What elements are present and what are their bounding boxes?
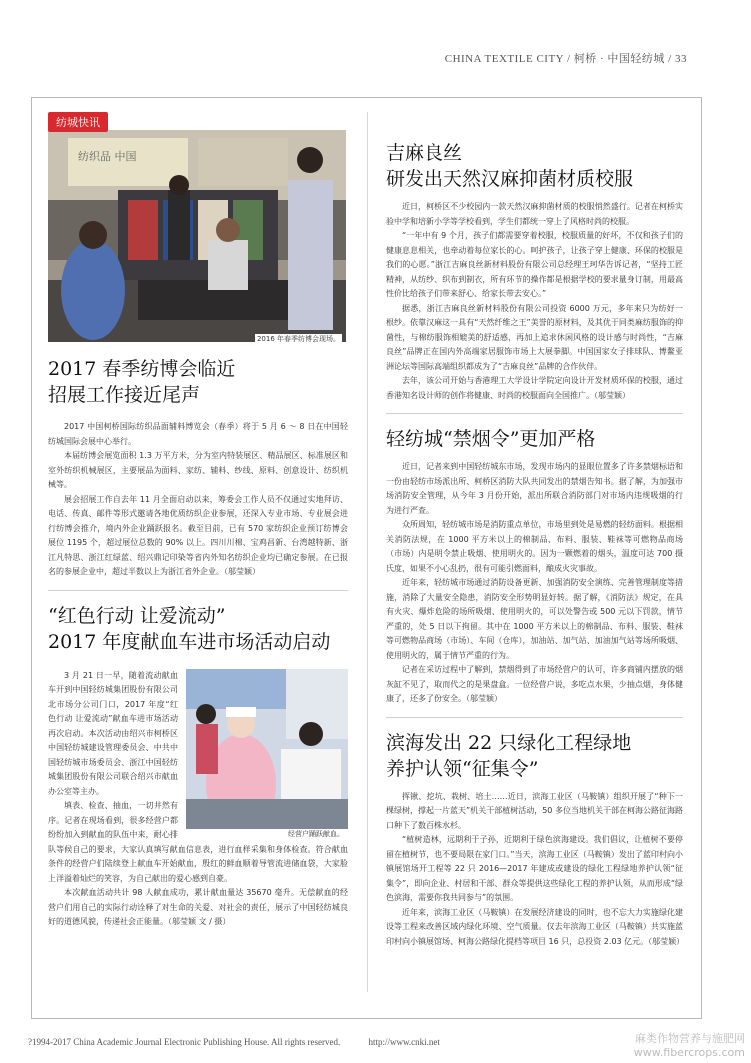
article4-paragraph: 记者在采访过程中了解到，禁烟得到了市场经营户的认可，许多商铺内摆放的烟灰缸不见了，取而代之的是果盘盒。一位经营户说，多吃点水果，少抽点烟，身体健康了，还多了份安全。（邬莹颖） [386, 665, 683, 703]
section-divider [48, 590, 348, 591]
article1-paragraph: 本届纺博会展览面积 1.3 万平方米，分为室内特装展区、精品展区、标准展区和室外纺织机械展区，主要展品为面料、家纺、辅料、纱线、原料、创意设计、纺织机械等。 [48, 451, 348, 489]
watermark-line2: www.fibercrops.com [633, 1046, 745, 1059]
expo-photo-caption: 2016 年春季纺博会现场。 [256, 335, 340, 342]
blood-donation-caption: 经营户踊跃献血。 [288, 829, 344, 838]
article1-title-line2: 招展工作接近尾声 [48, 384, 201, 406]
blood-donation-photo [186, 669, 348, 839]
article1-title-line1: 2017 春季纺博会临近 [48, 358, 236, 380]
page-header: CHINA TEXTILE CITY / 柯桥 · 中国轻纺城 / 33 [444, 53, 687, 65]
article2-title-line2: 2017 年度献血车进市场活动启动 [48, 630, 331, 653]
article4-paragraph: 近日，记者来到中国轻纺城东市场，发现市场内的显眼位置多了许多禁烟标语和一份由轻纺市场派出所、柯桥区消防大队共同发出的禁烟告知书。据了解，为加强市场消防安全管理，从今年 3 月份开始，派出所联合消防部门对市场内违规吸烟的行为进行严查。 [386, 462, 683, 515]
article3-paragraph: 近日，柯桥区不少校园内一款天然汉麻抑菌材质的校服悄然盛行。记者在柯桥实验中学和培新小学等学校看到，学生们都统一穿上了风格时尚的校服。 [386, 202, 683, 226]
article2-paragraph: 填表、检查、抽血，一切井然有序。记者在现场看到，很多经营户都纷纷加入到献血的队伍中来，耐心排队等候自己的要求，大家认真填写献血信息表，进行血样采集和身体检查。符合献血条件的经营户们陆续登上献血车开始献血，殷红的鲜血顺着导管流进储血袋，大家脸上洋溢着灿烂的笑容，为自己献出的爱心感到自豪。 [48, 801, 348, 883]
section-divider [386, 717, 683, 718]
article2-title-line1: “红色行动 让爱流动” [48, 604, 226, 627]
article3-paragraph: 据悉，浙江吉麻良丝新材料股份有限公司投资 6000 万元，多年来只为纺好一根纱。依靠汉麻这一具有“天然纤维之王”美誉的原材料，及其优于同类麻纺服饰的抑菌性，与棉纺服饰相媲美的舒适感，再加上追求休闲风格的设计感与时尚性，“吉麻良丝”品牌正在国内外高端家居服饰市场上大展拳脚。中国国家女子排球队、博鳌亚洲论坛等国际高端组织都成为了“吉麻良丝”品牌的合作伙伴。 [386, 303, 683, 371]
article1-paragraph: 展会招展工作自去年 11 月全面启动以来，筹委会工作人员不仅通过实地拜访、电话、传真、邮件等形式邀请各地优质纺织企业参展，还深入专业市场、专业展会进行纺博会推介，境内外企业踊跃报名。截至目前，已有 570 家纺织企业预订纺博会展位 1195 个，超过展位总数的 90% 以上。四川川棉、宝鸡昌新、台湾越特新、浙江凡特思、浙江红绿蓝、绍兴鼎记印染等省内外知名纺织企业均已确定参展。在已报名的参展企业中，超过半数以上为浙江省外企业。（邬莹颖） [48, 494, 348, 576]
footer-url[interactable]: http://www.cnki.net [368, 1037, 440, 1047]
left-column [48, 112, 348, 930]
article3-title-line1: 吉麻良丝 [386, 142, 463, 164]
article4-title: 轻纺城“禁烟令”更加严格 [386, 428, 596, 450]
page-footer [28, 1037, 440, 1047]
article5-paragraph: 挥锹、挖坑、栽树、培土……近日，滨海工业区（马鞍镇）组织开展了“种下一棵绿树，撑起一片蓝天”机关干部植树活动，50 多位当地机关干部在柯海公路征海路口种下了数百株水杉。 [386, 791, 683, 830]
right-column [386, 140, 683, 949]
watermark [634, 1032, 745, 1060]
article5-title-line2: 养护认领“征集令” [386, 757, 539, 780]
watermark-line1: 麻类作物营养与施肥网 [635, 1032, 745, 1045]
article3-paragraph: “一年中有 9 个月，孩子们都需要穿着校服，校服质量的好坏，不仅和孩子们的健康息息相关，也牵动着每位家长的心。呵护孩子，让孩子穿上健康、环保的校服是我们的心愿。”浙江吉麻良丝新材料股份有限公司总经理王珂华告诉记者，“坚持工匠精神，从纺纱、织布到制衣，所有环节的操作都是根据学校的要求量身订制，用最高性价比给孩子们带来舒心、给家长带去安心。” [386, 231, 683, 298]
article4-paragraph: 众所周知，轻纺城市场是消防重点单位，市场里到处是易燃的轻纺面料。根据相关消防法规，在 1000 平方米以上的棉制品、布料、服装、鞋袜等可燃物品商场（市场）内是明令禁止吸烟、使用明火的。因为一颗燃着的烟头，温度可达 700 摄氏度，如果不小心乱扔，很有可能引燃面料，酿成火灾事故。 [386, 520, 683, 573]
article5-paragraph: “植树造林，远期利于子孙，近期利于绿色滨海建设。我们倡议，让植树不要停留在植树节，也不要局限在家门口。”当天，滨海工业区（马鞍镇）发出了蓝印村向小镇展馆场开工程等 22 只 2016—2017 年建成或建设的绿化工程绿地养护认领“征集令”，即向企业、村居和干部、群众等提供这些绿化工程的养护认领，从而形成“绿色滨海，需要你我共同参与”的氛围。 [386, 835, 683, 902]
column-divider [367, 112, 368, 992]
blood-donation-illustration [186, 669, 348, 829]
article2-paragraph: 3 月 21 日一早，随着流动献血车开到中国轻纺城集团股份有限公司北市场分公司门口，2017 年度“红色行动 让爱流动”献血车进市场活动再次启动。本次活动由绍兴市柯桥区中国轻纺城建设管理委员会、中共中国轻纺城市场委员会、浙江中国轻纺城集团股份有限公司联合绍兴市献血办公室等主办。 [48, 670, 178, 796]
section-tag: 纺城快讯 [48, 112, 108, 132]
article1-paragraph: 2017 中国柯桥国际纺织品面辅料博览会（春季）将于 5 月 6 ～ 8 日在中国轻纺城国际会展中心举行。 [48, 422, 348, 446]
article5-title-line1: 滨海发出 22 只绿化工程绿地 [386, 731, 632, 754]
article2-body [48, 669, 348, 930]
expo-photo [48, 130, 346, 342]
article2-paragraph: 本次献血活动共计 98 人献血成功，累计献血量达 35670 毫升。无偿献血的经营户们用自己的实际行动诠释了对生命的关爱、对社会的责任，展示了中国轻纺城良好的道德风貌，传递社会正能量。（邬莹颖 文 / 摄） [48, 888, 348, 926]
article3-paragraph: 去年，该公司开始与香港理工大学设计学院定向设计开发材质环保的校服，通过香港知名设计师的创作将健康、时尚的校服面向全国推广。（邬莹颖） [386, 376, 683, 400]
article5-paragraph: 近年来，滨海工业区（马鞍镇）在发展经济建设的同时，也不忘大力实施绿化建设等工程来改善区域内绿化环境、空气质量。仅去年滨海工业区（马鞍镇）共实施蓝印村向小镇展馆场、柯海公路绿化提档等项目 16 只，总投资 2.03 亿元。（邬莹颖） [386, 907, 685, 946]
article3-title-line2: 研发出天然汉麻抑菌材质校服 [386, 168, 634, 190]
section-divider [386, 413, 683, 414]
article4-paragraph: 近年来，轻纺城市场通过消防设备更新、加强消防安全演练、完善管理制度等措施，消除了大量安全隐患，消防安全形势明显好转。据了解，《消防法》规定，在具有火灾、爆炸危险的场所吸烟、使用明火的，可以处警告或 500 元以下罚款，情节严重的，处 5 日以下拘留。其中在 1000 平方米以上的棉制品、布料、服装、鞋袜等可燃物品商场（市场）、车间（仓库），加油站、加气站、加油加气站等场所吸烟、使用明火的，属于情节严重的行为。 [386, 578, 683, 660]
footer-copyright: ?1994-2017 China Academic Journal Electronic Publishing House. All rights reserved. [28, 1037, 341, 1047]
photo-sign: 纺织品 中国 [78, 150, 137, 163]
